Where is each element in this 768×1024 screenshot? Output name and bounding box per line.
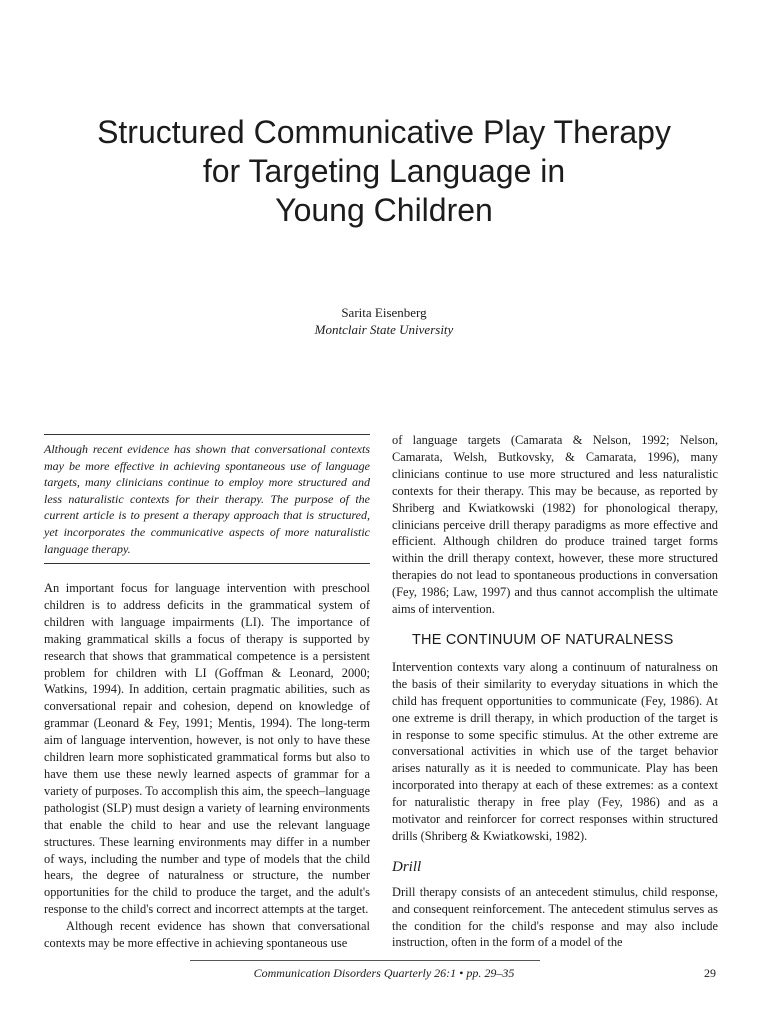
footer-divider bbox=[190, 960, 540, 961]
left-column bbox=[44, 580, 370, 952]
title-line-1: Structured Communicative Play Therapy bbox=[97, 114, 671, 151]
author-name: Sarita Eisenberg bbox=[341, 305, 427, 320]
title-line-2: for Targeting Language in bbox=[202, 153, 566, 190]
body-paragraph-4: Intervention contexts vary along a continuum of naturalness on the basis of their similarity to everyday situations in which the child has frequent opportunities to communicate (Fey, 1986). At one extreme is drill therapy, in which production of the target is in response to some specific stimulus. At the other extreme are conversational activities in which use of the target behavior arises naturally as it is needed to communicate. Play has been incorporated into therapy at each of these extremes: as a context for naturalistic therapy in free play (Fey, 1986) and as a motivator and reinforcer for correct responses within structured drills (Shriberg & Kwiatkowski, 1982). bbox=[392, 659, 718, 843]
body-paragraph-1: An important focus for language intervention with preschool children is to address deficits in the grammatical system of children with language impairments (LI). The importance of making grammatical skills a focus of therapy is supported by research that shows that grammatical competence is a persistent problem for children with LI (Goffman & Leonard, 2000; Watkins, 1994). In addition, certain pragmatic abilities, such as conversational repair and cohesion, depend on knowledge of grammar (Leonard & Fey, 1991; Mentis, 1994). The long-term aim of language intervention, however, is not only to have these children learn more sophisticated grammatical forms but also to have them use these newly learned aspects of grammar for a variety of purposes. To accomplish this aim, the speech–language pathologist (SLP) must design a variety of learning environments that enable the child to hear and use the relevant language structures. These learning environments may differ in a number of ways, including the number and type of models that the child hears, the degree of naturalness or structure, the number opportunities for the child to produce the target, and the adult's response to the child's correct and incorrect attempts at the target. bbox=[44, 581, 370, 917]
body-paragraph-2: Although recent evidence has shown that conversational contexts may be more effective in achieving spontaneous use bbox=[44, 919, 370, 951]
title-line-3: Young Children bbox=[275, 192, 493, 229]
article-title bbox=[0, 113, 768, 230]
abstract: Although recent evidence has shown that conversational contexts may be more effective in achieving spontaneous use of language targets, many clinicians continue to employ more structured and less naturalistic contexts for their therapy. The purpose of the current article is to present a therapy approach that is structured, yet incorporates the communicative aspects of more naturalistic language therapy. bbox=[44, 434, 370, 564]
page-number: 29 bbox=[704, 966, 716, 980]
body-paragraph-3: of language targets (Camarata & Nelson, 1992; Nelson, Camarata, Welsh, Butkovsky, & Camarata, 1996), many clinicians continue to use more structured and less naturalistic contexts for their therapy. This may be because, as reported by Shriberg and Kwiatkowski (1982) for phonological therapy, clinicians perceive drill therapy paradigms as more effective and efficient. Although children do produce trained target forms within the drill therapy context, however, these more structured therapies do not lead to spontaneous productions in conversation (Fey, 1986; Law, 1997) and thus cannot accomplish the ultimate aims of intervention. bbox=[392, 433, 718, 617]
author-affiliation: Montclair State University bbox=[314, 322, 454, 337]
journal-citation: Communication Disorders Quarterly 26:1 • pp. 29–35 bbox=[253, 966, 515, 980]
right-column bbox=[392, 432, 718, 951]
section-heading-continuum: THE CONTINUUM OF NATURALNESS bbox=[412, 631, 674, 648]
body-paragraph-5: Drill therapy consists of an antecedent stimulus, child response, and consequent reinforcement. The antecedent stimulus serves as the condition for the child's response and may also include instruction, often in the form of a model of the bbox=[392, 884, 718, 950]
subheading-drill: Drill bbox=[392, 858, 422, 875]
